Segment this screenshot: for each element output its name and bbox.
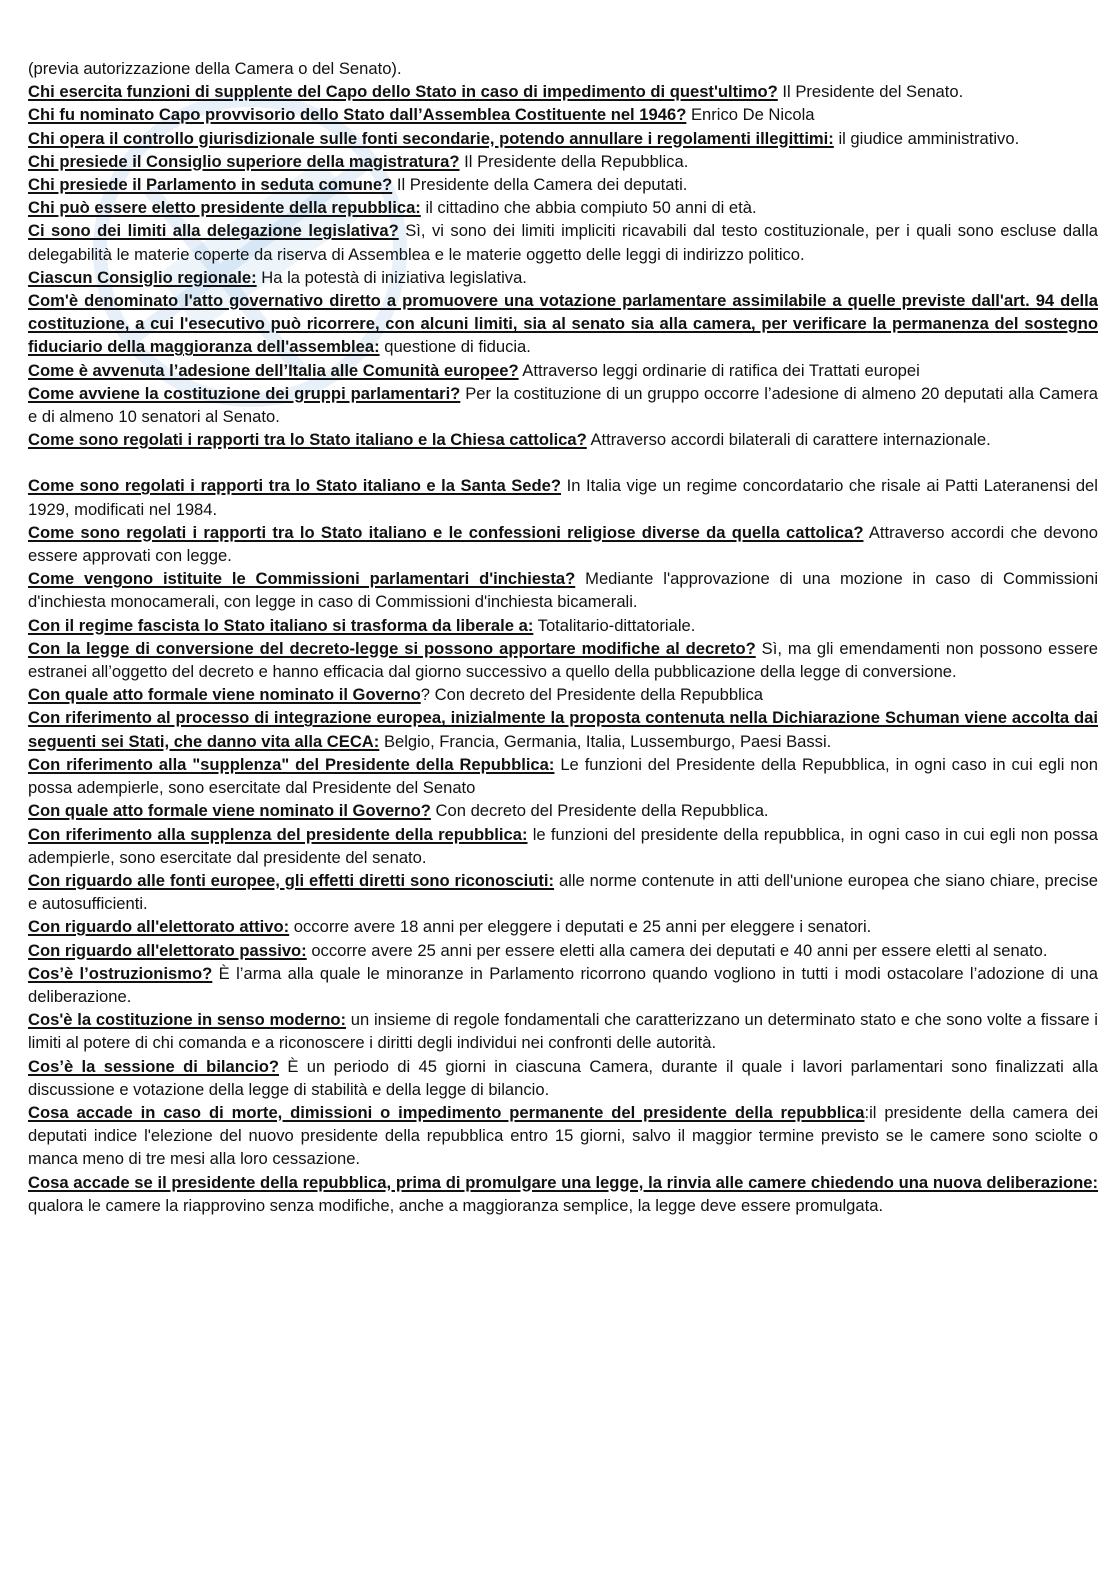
question-text: Cosa accade se il presidente della repubblica, prima di promulgare una legge, la rinvia alle camere chiedendo una nuova deliberazione: (28, 1172, 1098, 1192)
paragraph-gap (28, 451, 1098, 474)
qa-item (28, 753, 1098, 799)
answer-text: Sì, ma gli emendamenti non possono essere estranei all’oggetto del decreto e hanno efficacia dal giorno successivo a quello della pubblicazione della legge di conversione. (28, 638, 1098, 682)
question-text: Cos'è la costituzione in senso moderno: (28, 1010, 347, 1030)
qa-item (28, 683, 1098, 706)
answer-text: (previa autorizzazione della Camera o del Senato). (28, 59, 402, 78)
question-text: Chi fu nominato Capo provvisorio dello Stato dall’Assemblea Costituente nel 1946? (28, 105, 687, 125)
question-text: Chi esercita funzioni di supplente del Capo dello Stato in caso di impedimento di quest'ultimo? (28, 82, 778, 102)
qa-item (28, 382, 1098, 428)
answer-text: ? Con decreto del Presidente della Repubblica (420, 685, 764, 705)
answer-text: In Italia vige un regime concordatario che risale ai Patti Lateranensi del 1929, modificati nel 1984. (28, 476, 1098, 519)
answer-text: Mediante l'approvazione di una mozione in caso di Commissioni d'inchiesta monocamerali, con legge in caso di Commissioni d'inchiesta bicamerali. (28, 569, 1099, 612)
qa-item (28, 1101, 1098, 1171)
answer-text: È l’arma alla quale le minoranze in Parlamento ricorrono quando vogliono in tutti i modi ostacolare l’adozione di una deliberazione. (28, 963, 1098, 1006)
answer-text: Ha la potestà di iniziativa legislativa. (256, 267, 527, 287)
answer-text: qualora le camere la riapprovino senza modifiche, anche a maggioranza semplice, la legge deve essere promulgata. (28, 1195, 884, 1215)
qa-item (28, 428, 1098, 451)
question-text: Ci sono dei limiti alla delegazione legislativa? (28, 221, 399, 241)
answer-text: un insieme di regole fondamentali che caratterizzano un determinato stato e che sono volte a fissare i limiti al potere di chi comanda e a riconoscere i diritti degli individui nei confronti delle autorità. (28, 1010, 1098, 1053)
qa-item (28, 359, 1098, 382)
qa-item (28, 823, 1098, 869)
answer-text: Il Presidente della Repubblica. (459, 151, 689, 171)
qa-item (28, 939, 1098, 962)
qa-item (28, 799, 1098, 822)
question-text: Come avviene la costituzione dei gruppi parlamentari? (28, 383, 461, 403)
answer-text: Per la costituzione di un gruppo occorre l’adesione di almeno 20 deputati alla Camera e di almeno 10 senatori al Senato. (28, 383, 1098, 427)
qa-item (28, 57, 1098, 80)
qa-item (28, 637, 1098, 683)
qa-item (28, 1055, 1098, 1101)
question-text: Chi può essere eletto presidente della repubblica: (28, 198, 421, 218)
qa-item (28, 289, 1098, 359)
question-text: Con riferimento alla "supplenza" del Presidente della Repubblica: (28, 754, 555, 774)
answer-text: il cittadino che abbia compiuto 50 anni di età. (420, 198, 757, 218)
qa-item (28, 150, 1098, 173)
question-text: Con riguardo all'elettorato passivo: (28, 940, 307, 960)
answer-text: alle norme contenute in atti dell'unione europea che siano chiare, precise e autosufficienti. (28, 870, 1099, 914)
question-text: Con quale atto formale viene nominato il Governo (28, 685, 421, 705)
qa-item (28, 196, 1098, 219)
question-text: Con riferimento al processo di integrazione europea, inizialmente la proposta contenuta nella Dichiarazione Schuman viene accolta dai seguenti sei Stati, che danno vita alla CECA: (28, 708, 1098, 751)
answer-text: occorre avere 25 anni per essere eletti alla camera dei deputati e 40 anni per essere eletti al senato. (306, 940, 1048, 960)
answer-text: le funzioni del presidente della repubblica, in ogni caso in cui egli non possa adempierle, sono esercitate dal presidente del senato. (28, 824, 1099, 867)
qa-item (28, 567, 1098, 613)
question-text: Chi presiede il Parlamento in seduta comune? (28, 175, 393, 195)
answer-text: :il presidente della camera dei deputati indice l'elezione del nuovo presidente della repubblica entro 15 giorni, salvo il maggior termine previsto se le camere sono sciolte o manca meno di tre mesi alla loro cessazione. (28, 1102, 1099, 1169)
question-text: Con il regime fascista lo Stato italiano si trasforma da liberale a: (28, 615, 534, 635)
qa-list (28, 57, 1098, 1217)
answer-text: Le funzioni del Presidente della Repubblica, in ogni caso in cui egli non possa adempierle, sono esercitate dal Presidente del Senato (28, 754, 1098, 798)
answer-text: Attraverso accordi che devono essere approvati con legge. (28, 522, 1098, 566)
qa-item (28, 219, 1098, 265)
question-text: Con riguardo alle fonti europee, gli effetti diretti sono riconosciuti: (28, 870, 555, 890)
question-text: Ciascun Consiglio regionale: (28, 267, 257, 287)
qa-item (28, 103, 1098, 126)
qa-item (28, 80, 1098, 103)
question-text: Come sono regolati i rapporti tra lo Stato italiano e le confessioni religiose diverse da quella cattolica? (28, 522, 864, 542)
question-text: Chi presiede il Consiglio superiore della magistratura? (28, 151, 460, 171)
question-text: Come sono regolati i rapporti tra lo Stato italiano e la Santa Sede? (28, 476, 562, 496)
answer-text: Il Presidente della Camera dei deputati. (392, 175, 688, 195)
qa-item (28, 266, 1098, 289)
question-text: Cos’è l’ostruzionismo? (28, 963, 213, 983)
answer-text: Attraverso accordi bilaterali di carattere internazionale. (586, 430, 991, 450)
question-text: Con la legge di conversione del decreto-legge si possono apportare modifiche al decreto? (28, 638, 756, 658)
answer-text: occorre avere 18 anni per eleggere i deputati e 25 anni per eleggere i senatori. (289, 917, 872, 937)
question-text: Com'è denominato l'atto governativo diretto a promuovere una votazione parlamentare assimilabile a quelle previste dall'art. 94 della costituzione, a cui l'esecutivo può ricorrere, con alcuni limiti, sia al senato sia alla camera, per verificare la permanenza del sostegno fiduciario della maggioranza dell'assemblea: (28, 291, 1098, 357)
question-text: Come sono regolati i rapporti tra lo Stato italiano e la Chiesa cattolica? (28, 430, 587, 450)
answer-text: il giudice amministrativo. (833, 128, 1020, 148)
question-text: Chi opera il controllo giurisdizionale sulle fonti secondarie, potendo annullare i regolamenti illegittimi: (28, 128, 834, 148)
qa-item (28, 614, 1098, 637)
question-text: Con riguardo all'elettorato attivo: (28, 917, 290, 937)
qa-item (28, 869, 1098, 915)
qa-item (28, 915, 1098, 938)
answer-text: È un periodo di 45 giorni in ciascuna Camera, durante il quale i lavori parlamentari sono finalizzati alla discussione e votazione della legge di stabilità e della legge di bilancio. (28, 1056, 1098, 1099)
qa-item (28, 1008, 1098, 1054)
qa-item (28, 173, 1098, 196)
qa-item (28, 962, 1098, 1008)
answer-text: questione di fiducia. (379, 337, 531, 357)
question-text: Con quale atto formale viene nominato il Governo? (28, 801, 431, 821)
question-text: Cosa accade in caso di morte, dimissioni o impedimento permanente del presidente della repubblica (28, 1102, 865, 1122)
qa-item (28, 127, 1098, 150)
qa-item (28, 1171, 1098, 1217)
answer-text: Belgio, Francia, Germania, Italia, Lussemburgo, Paesi Bassi. (379, 731, 832, 751)
qa-item (28, 706, 1098, 752)
answer-text: Sì, vi sono dei limiti impliciti ricavabili dal testo costituzionale, per i quali sono escluse dalla delegabilità le materie coperte da riserva di Assemblea e le materie oggetto delle leggi di indirizzo politico. (28, 221, 1098, 264)
answer-text: Con decreto del Presidente della Repubblica. (430, 801, 769, 821)
answer-text: Enrico De Nicola (686, 105, 815, 125)
question-text: Cos’è la sessione di bilancio? (28, 1056, 280, 1076)
question-text: Come è avvenuta l’adesione dell’Italia alle Comunità europee? (28, 360, 519, 380)
qa-item (28, 521, 1098, 567)
question-text: Con riferimento alla supplenza del presidente della repubblica: (28, 824, 528, 844)
answer-text: Il Presidente del Senato. (777, 82, 964, 102)
answer-text: Attraverso leggi ordinarie di ratifica dei Trattati europei (518, 360, 920, 380)
answer-text: Totalitario-dittatoriale. (533, 615, 696, 635)
qa-item (28, 474, 1098, 520)
question-text: Come vengono istituite le Commissioni parlamentari d'inchiesta? (28, 569, 576, 589)
